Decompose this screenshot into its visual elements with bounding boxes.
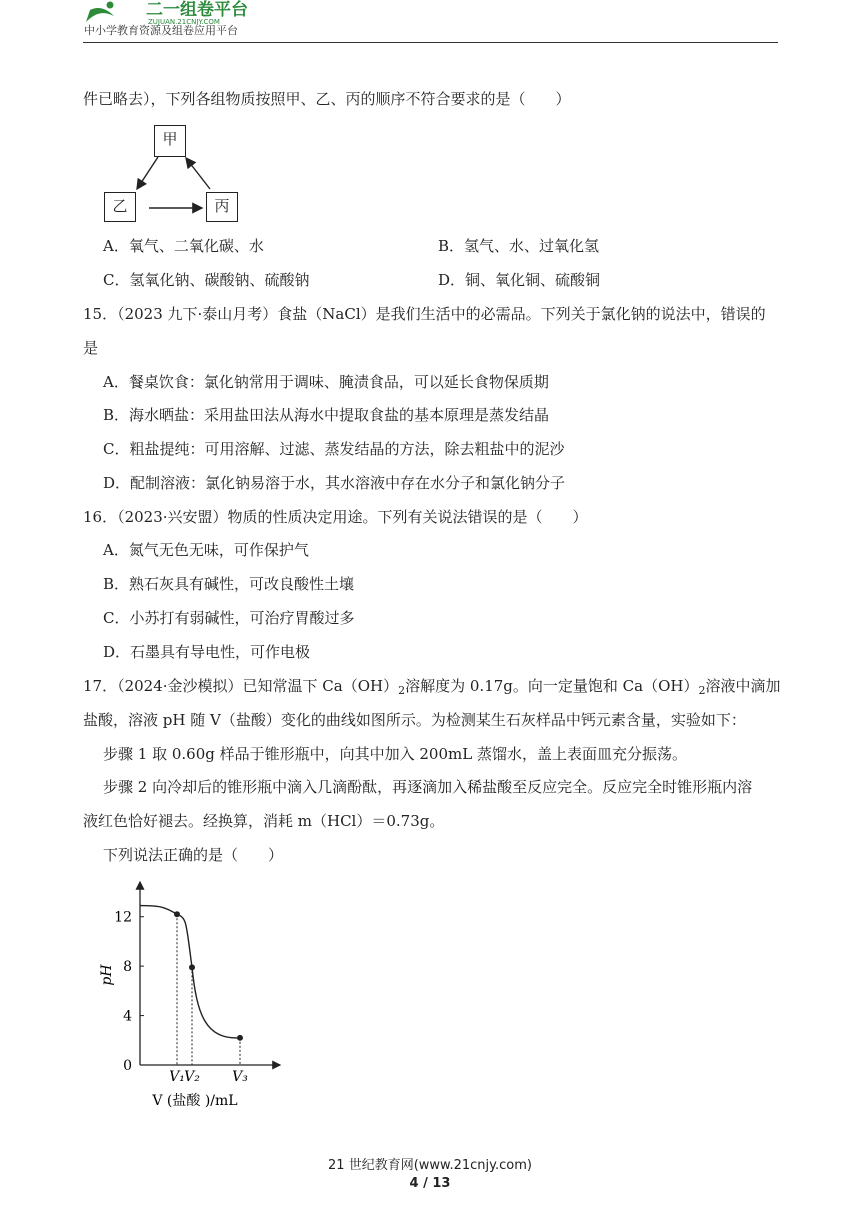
- x-tick-label: V₂: [184, 1069, 200, 1085]
- diagram-box-yi: 乙: [104, 192, 136, 222]
- x-tick-label: V₁: [169, 1069, 185, 1085]
- q14-stem-tail: 件已略去），下列各组物质按照甲、乙、丙的顺序不符合要求的是（ ）: [83, 90, 571, 108]
- q15-option-d: D．配制溶液：氯化钠易溶于水，其水溶液中存在水分子和氯化钠分子: [103, 474, 566, 492]
- data-point-1: [174, 911, 180, 917]
- q17-subscript-2: 2: [698, 684, 706, 697]
- diagram-box-jia: 甲: [154, 125, 186, 157]
- y-tick-label: 12: [114, 909, 132, 926]
- ph-curve-chart: [95, 872, 295, 1112]
- logo-runner-icon: [86, 8, 114, 22]
- header-rule: [83, 42, 778, 43]
- q15-option-a: A．餐桌饮食：氯化钠常用于调味、腌渍食品，可以延长食物保质期: [103, 373, 549, 391]
- q14-diagram: [100, 122, 250, 222]
- ph-curve: [140, 906, 240, 1038]
- q14-option-c: C．氢氧化钠、碳酸钠、硫酸钠: [103, 271, 310, 289]
- page-number: 4 / 13: [409, 1176, 451, 1191]
- diagram-arrows: [100, 122, 250, 222]
- q17-stem-part2: 溶解度为 0.17g。向一定量饱和 Ca（OH）: [405, 677, 699, 695]
- q15-stem-line1: 15．（2023 九下·泰山月考）食盐（NaCl）是我们生活中的必需品。下列关于氯化钠的说法中，错误的: [83, 305, 766, 323]
- logo-text: 二一组卷平台: [146, 0, 248, 20]
- q17-stem-part1: 17．（2024·金沙模拟）已知常温下 Ca（OH）: [83, 677, 399, 695]
- q15-stem-line2: 是: [83, 339, 99, 357]
- x-tick-label: V₃: [232, 1069, 248, 1085]
- y-tick-label: 0: [123, 1058, 132, 1074]
- data-point-2: [189, 964, 195, 970]
- arrow-bing-to-jia: [186, 158, 210, 189]
- q16-stem: 16．（2023·兴安盟）物质的性质决定用途。下列有关说法错误的是（ ）: [83, 508, 588, 526]
- q15-option-b: B．海水晒盐：采用盐田法从海水中提取食盐的基本原理是蒸发结晶: [103, 406, 550, 424]
- q17-subscript-1: 2: [398, 684, 406, 697]
- q17-question: 下列说法正确的是（ ）: [103, 846, 284, 864]
- logo-url: ZUJUAN.21CNJY.COM: [148, 18, 220, 26]
- arrow-jia-to-yi: [137, 157, 158, 189]
- y-axis-label: pH: [99, 964, 115, 986]
- q16-option-b: B．熟石灰具有碱性，可改良酸性土壤: [103, 575, 355, 593]
- q16-option-d: D．石墨具有导电性，可作电极: [103, 643, 311, 661]
- q17-stem-part3: 溶液中滴加: [705, 677, 781, 695]
- x-axis-label: V (盐酸 )/mL: [152, 1093, 238, 1109]
- footer-site: 21 世纪教育网(www.21cnjy.com): [328, 1158, 532, 1173]
- data-point-3: [237, 1035, 243, 1041]
- y-tick-label: 8: [123, 959, 132, 976]
- q17-step1: 步骤 1 取 0.60g 样品于锥形瓶中，向其中加入 200mL 蒸馏水，盖上表面皿充分振荡。: [103, 745, 687, 763]
- q14-option-d: D．铜、氧化铜、硫酸铜: [438, 271, 601, 289]
- q17-stem-line2: 盐酸，溶液 pH 随 V（盐酸）变化的曲线如图所示。为检测某生石灰样品中钙元素含量，实验如下：: [83, 711, 746, 729]
- q17-stem-line1: [83, 676, 780, 701]
- q14-option-a: A．氧气、二氧化碳、水: [103, 237, 264, 255]
- diagram-box-bing: 丙: [206, 192, 238, 222]
- q16-option-a: A．氮气无色无味，可作保护气: [103, 541, 309, 559]
- y-tick-label: 4: [123, 1008, 132, 1025]
- q17-step2-line1: 步骤 2 向冷却后的锥形瓶中滴入几滴酚酞，再逐滴加入稀盐酸至反应完全。反应完全时锥形瓶内溶: [103, 778, 753, 796]
- q15-option-c: C．粗盐提纯：可用溶解、过滤、蒸发结晶的方法，除去粗盐中的泥沙: [103, 440, 565, 458]
- q17-step2-line2: 液红色恰好褪去。经换算，消耗 m（HCl）＝0.73g。: [83, 812, 445, 830]
- q16-option-c: C．小苏打有弱碱性，可治疗胃酸过多: [103, 609, 355, 627]
- header-subtitle: 中小学教育资源及组卷应用平台: [84, 24, 238, 37]
- q14-option-b: B．氢气、水、过氧化氢: [438, 237, 600, 255]
